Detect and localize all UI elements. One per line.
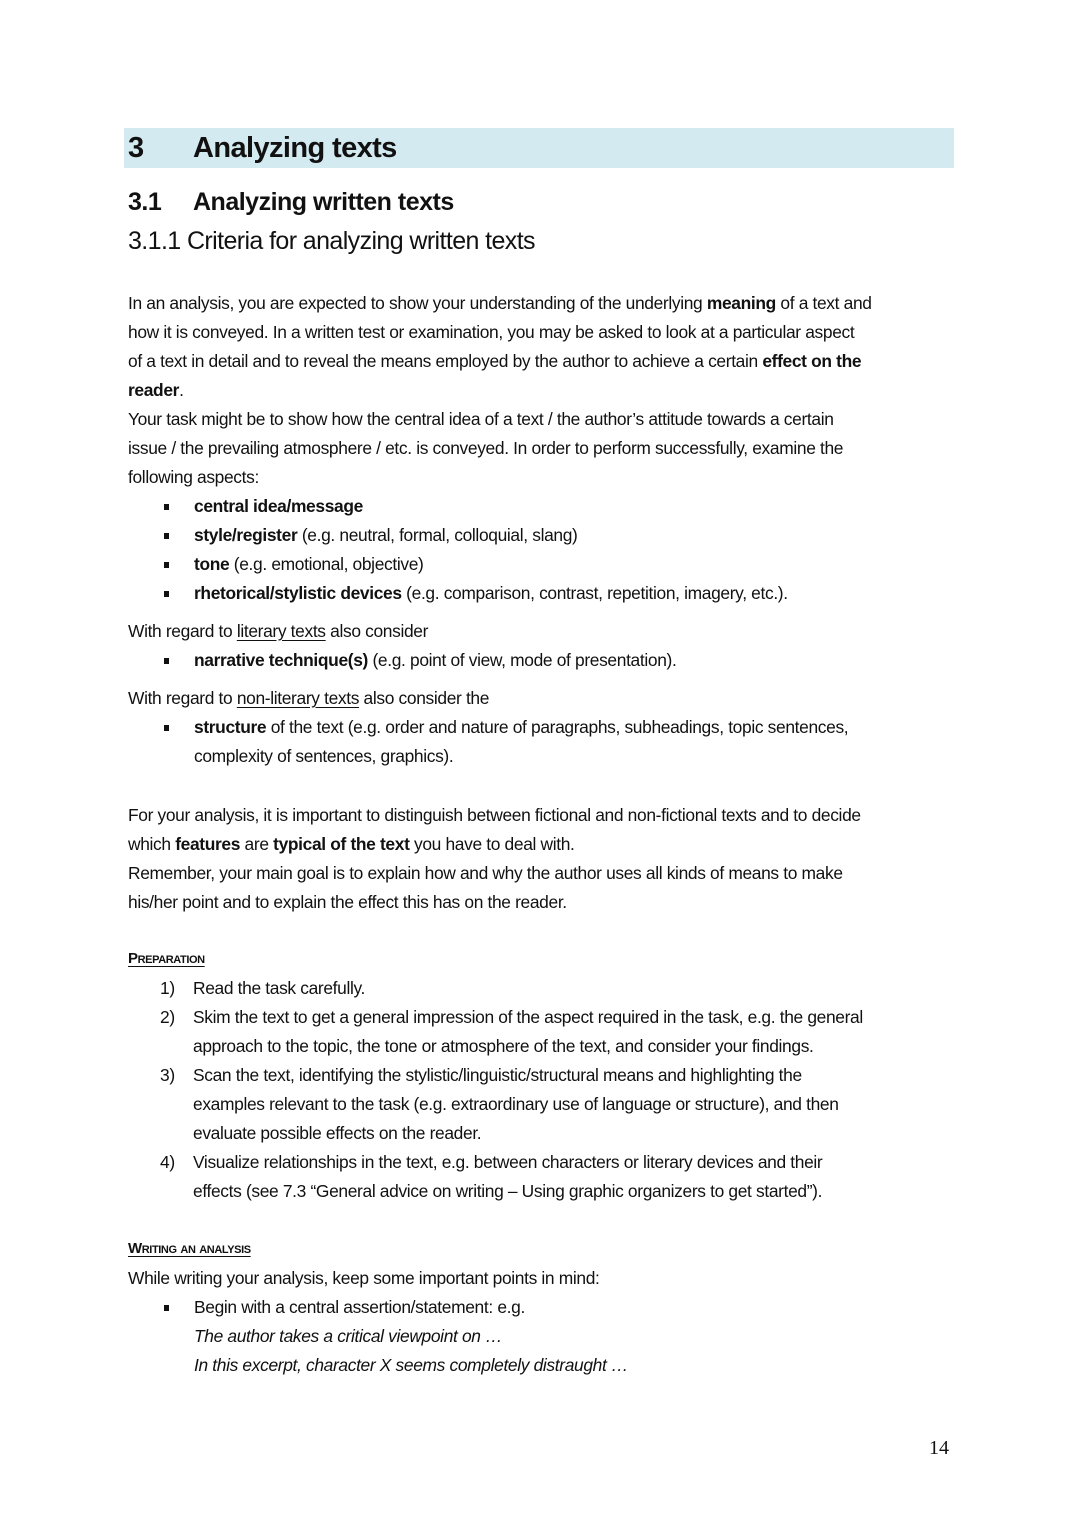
text-run: (e.g. point of view, mode of presentation). [368,650,677,670]
bold-term: meaning [706,293,776,313]
bold-term: tone [194,554,230,574]
text-run: of a text and [775,293,872,313]
chapter-number: 3 [128,131,144,164]
text-run: which [128,834,176,854]
chapter-heading [124,128,954,168]
bullet-icon [164,591,169,597]
section-title: Analyzing written texts [193,188,454,216]
text-run: approach to the topic, the tone or atmosphere of the text, and consider your findings. [193,1036,814,1056]
subsection-heading [128,227,535,256]
list-item [128,579,958,608]
step-continuation [128,1177,958,1206]
list-item [128,492,958,521]
step-number: 3) [160,1065,175,1085]
step-item [128,974,958,1003]
text-line: how it is conveyed. In a written test or examination, you may be asked to look at a particular aspect [128,322,855,342]
text-run: of a text in detail and to reveal the means employed by the author to achieve a certain [128,351,763,371]
text-run: evaluate possible effects on the reader. [193,1123,482,1143]
step-number: 1) [160,978,175,998]
writing-analysis-heading: Writing an analysis [128,1240,251,1257]
bold-term: reader [128,380,180,400]
preparation-heading: Preparation [128,950,205,967]
preparation-steps [128,974,958,1206]
text-run: Skim the text to get a general impression of the aspect required in the task, e.g. the general [193,1007,863,1027]
example-sentence: In this excerpt, character X seems completely distraught … [194,1355,628,1375]
step-item [128,1148,958,1177]
text-run: Scan the text, identifying the stylistic/linguistic/structural means and highlighting the [193,1065,802,1085]
step-continuation [128,1032,958,1061]
section-heading [128,188,454,217]
text-run: you have to deal with. [409,834,575,854]
step-continuation [128,1090,958,1119]
example-sentence: The author takes a critical viewpoint on … [194,1326,503,1346]
list-item [128,713,958,742]
text-line: Your task might be to show how the central idea of a text / the author’s attitude towards a certain [128,409,834,429]
text-run: are [240,834,274,854]
text-run: With regard to [128,621,237,641]
underlined-term: non-literary texts [236,688,360,708]
text-line: his/her point and to explain the effect this has on the reader. [128,892,567,912]
step-number: 2) [160,1007,175,1027]
text-run: also consider the [359,688,490,708]
list-item [128,1293,958,1322]
text-run: (e.g. comparison, contrast, repetition, imagery, etc.). [401,583,788,603]
bold-term: structure [194,717,267,737]
text-line: following aspects: [128,467,259,487]
text-run: examples relevant to the task (e.g. extraordinary use of language or structure), and then [193,1094,839,1114]
text-line: issue / the prevailing atmosphere / etc. is conveyed. In order to perform successfully, examine the [128,438,844,458]
text-run: of the text (e.g. order and nature of paragraphs, subheadings, topic sentences, [266,717,849,737]
bold-term: central idea/message [194,496,363,516]
bold-term: narrative technique(s) [194,650,368,670]
list-item-continuation: complexity of sentences, graphics). [194,746,454,766]
chapter-title: Analyzing texts [193,131,397,164]
bold-term: style/register [194,525,298,545]
text-run: effects (see 7.3 “General advice on writing – Using graphic organizers to get started”). [193,1181,823,1201]
bullet-icon [164,725,169,731]
underlined-term: literary texts [236,621,326,641]
step-number: 4) [160,1152,175,1172]
intro-paragraph [128,289,958,608]
text-run: Read the task carefully. [193,978,366,998]
bold-term: typical of the text [273,834,410,854]
list-item [128,521,958,550]
list-item [128,550,958,579]
bold-term: features [175,834,241,854]
literary-texts-block [128,617,958,675]
text-run: Visualize relationships in the text, e.g. between characters or literary devices and their [193,1152,823,1172]
subsection-title: Criteria for analyzing written texts [186,227,535,255]
bullet-icon [164,533,169,539]
subsection-number: 3.1.1 [128,227,181,255]
list-item [128,646,958,675]
text-run: Begin with a central assertion/statement: e.g. [194,1297,525,1317]
bullet-icon [164,562,169,568]
bold-term: effect on the [762,351,862,371]
bullet-icon [164,504,169,510]
step-continuation [128,1119,958,1148]
section-number: 3.1 [128,188,162,216]
text-run: In an analysis, you are expected to show your understanding of the underlying [128,293,707,313]
text-line: While writing your analysis, keep some important points in mind: [128,1268,600,1288]
step-item [128,1061,958,1090]
text-run: . [179,380,184,400]
text-run: (e.g. neutral, formal, colloquial, slang) [297,525,578,545]
bullet-icon [164,1305,169,1311]
non-literary-texts-block [128,684,958,771]
text-run: With regard to [128,688,237,708]
text-run: (e.g. emotional, objective) [229,554,424,574]
bullet-icon [164,658,169,664]
writing-analysis-block [128,1264,958,1380]
text-line: For your analysis, it is important to distinguish between fictional and non-fictional texts and to decide [128,805,861,825]
bold-term: rhetorical/stylistic devices [194,583,402,603]
text-line: Remember, your main goal is to explain how and why the author uses all kinds of means to make [128,863,843,883]
step-item [128,1003,958,1032]
text-run: also consider [325,621,429,641]
page-number: 14 [929,1437,949,1459]
distinguish-paragraph [128,801,958,917]
